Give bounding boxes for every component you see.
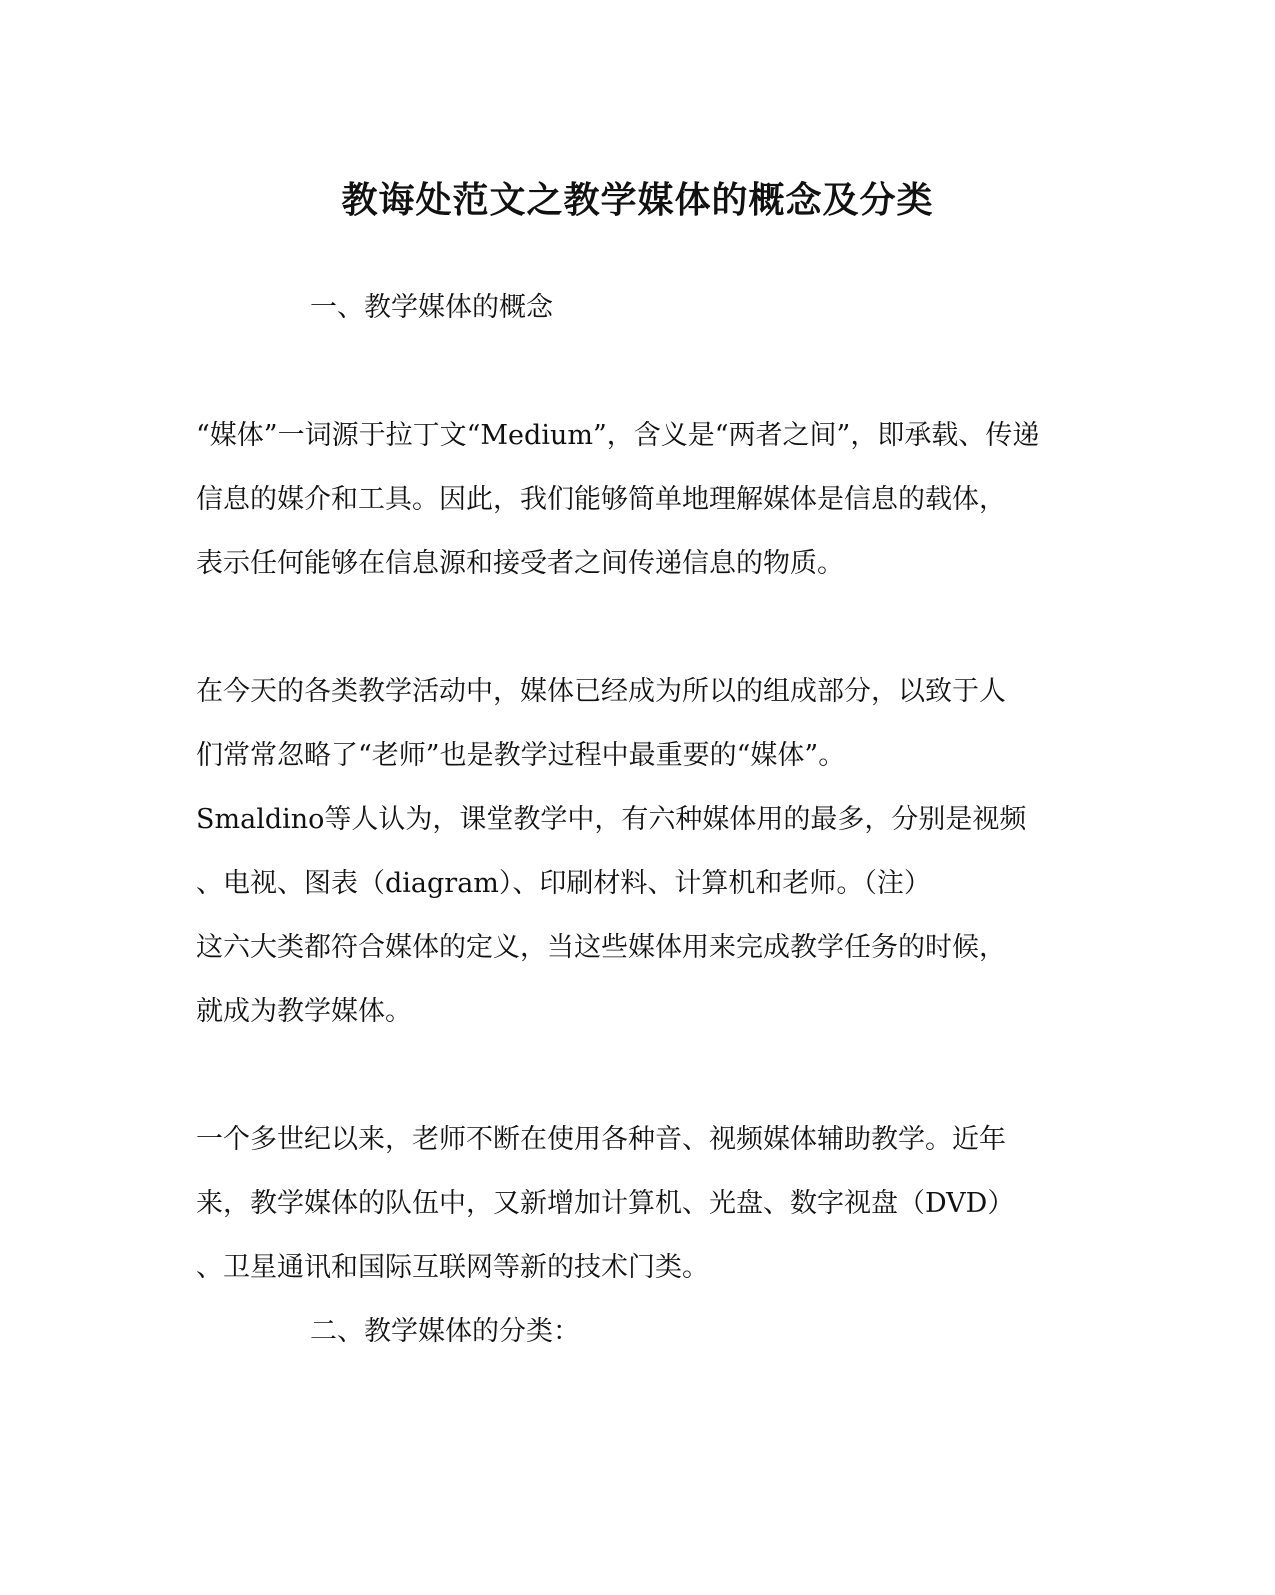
paragraph-line: Smaldino等人认为，课堂教学中，有六种媒体用的最多，分别是视频 [196, 804, 1027, 835]
paragraph-line: 、卫星通讯和国际互联网等新的技术门类。 [196, 1252, 709, 1283]
paragraph-line: 一个多世纪以来，老师不断在使用各种音、视频媒体辅助教学。近年 [196, 1124, 1006, 1155]
document-title: 教诲处范文之教学媒体的概念及分类 [341, 179, 934, 221]
paragraph-line: 表示任何能够在信息源和接受者之间传递信息的物质。 [196, 548, 844, 579]
paragraph-line: “媒体”一词源于拉丁文“Medium”，含义是“两者之间”，即承载、传递 [196, 420, 1040, 451]
paragraph-line: 、电视、图表（diagram）、印刷材料、计算机和老师。（注） [196, 868, 931, 899]
section-heading-classification: 二、教学媒体的分类： [310, 1316, 580, 1347]
paragraph-line: 来，教学媒体的队伍中，又新增加计算机、光盘、数字视盘（DVD） [196, 1188, 1015, 1219]
paragraph-line: 们常常忽略了“老师”也是教学过程中最重要的“媒体”。 [196, 740, 846, 771]
paragraph-line: 在今天的各类教学活动中，媒体已经成为所以的组成部分，以致于人 [196, 676, 1006, 707]
paragraph-line: 信息的媒介和工具。因此，我们能够简单地理解媒体是信息的载体， [196, 484, 1006, 515]
section-heading-concept: 一、教学媒体的概念 [310, 292, 553, 323]
paragraph-line: 这六大类都符合媒体的定义，当这些媒体用来完成教学任务的时候， [196, 932, 1006, 963]
paragraph-line: 就成为教学媒体。 [196, 996, 412, 1027]
